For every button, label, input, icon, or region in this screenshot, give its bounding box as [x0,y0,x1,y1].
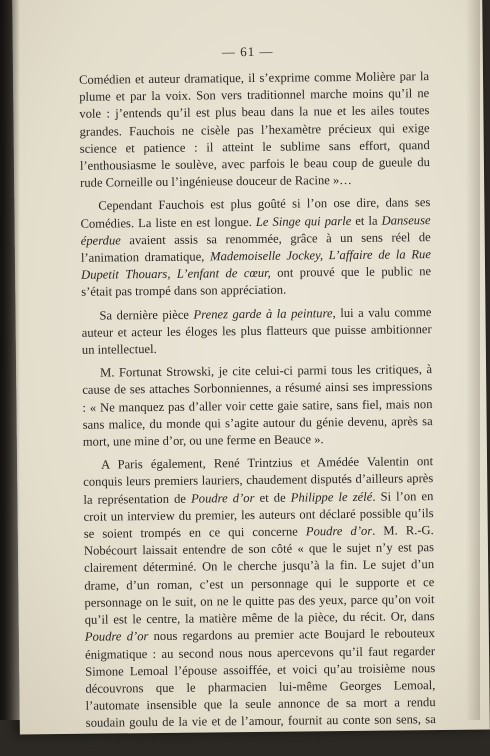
page-number: — 61 — [221,43,274,60]
text-run: . Si l’on en croit un interview du premier, les auteurs ont déclaré possible qu’ils se soient trompés en ce qui concerne [83,488,434,541]
text-run: Sa dernière pièce [99,307,194,323]
text-run: et la [351,213,382,228]
italic-title: Prenez garde à la peinture [193,305,333,322]
text-run: . M. R.-G. Nobécourt laissait entendre de son côté « que le sujet n’y est pas clairement déterminé. On le cherche jusqu’à la fin. Le sujet d’un drame, d’un roman, c’est un personnage qui le supporte et ce personnage on le suit, on ne le quitte pas des yeux, parce qu’on voit qu’il est le centre, la matière même de la pièce, du récit. Or, dans [83,523,435,627]
text-run: avaient assis sa renommée, grâce à un sens réel de l’animation dramatique, [80,229,431,265]
italic-title: Mademoiselle Jockey, L’affaire de la Rue Dupetit Thouars, L’enfant de cœur, [81,247,431,283]
paragraph [80,195,431,302]
book-page [12,0,490,748]
italic-title: Philippe le zélé [290,489,373,505]
paragraph [81,304,432,359]
spine-shadow [0,0,20,720]
text-run: A Paris également, René Trintzius et Amédée Valentin ont conquis leurs premiers lauriers, chaudement disputés d’ailleurs après la représentation de [83,454,434,507]
page-body-text [79,68,436,755]
paragraph [82,361,433,451]
paragraph [83,453,436,749]
text-run: M. Fortunat Strowski, je cite celui-ci parmi tous les critiques, à cause de ses attaches Sorbonniennes, a résumé ainsi ses impressions : « Ne manquez pas d’aller voir cette gaie satire, sans fiel, mais non sans malice, du monde qui s’agite autour du génie devenu, après sa mort, une mine d’or, ou une ferme en Beauce ». [82,362,433,449]
italic-title: Poudre d’or [190,490,255,506]
text-run: et de [254,490,291,505]
page-edge [466,0,480,720]
italic-title: Poudre d’or [84,629,149,645]
text-run: ont prouvé que le public ne s’était pas trompé dans son appréciation. [81,264,432,300]
italic-title: Le Singe qui parle [255,213,352,229]
text-run: , lui a valu comme auteur et acteur les éloges les plus flatteurs que puisse ambitionner un intellectuel. [81,304,432,357]
text-run: Comédien et auteur dramatique, il s’exprime comme Molière par la plume et par la voix. Son vers traditionnel marche moins qu’il ne vole : j’entends qu’il est plus beau dans la nue et les ailes toutes grandes. Fauchois ne cisèle pas l’hexamètre précieux qui exige science et patience : il atteint le sublime sans effort, quand l’enthousiasme le soulève, avec parfois le beau coup de gueule du rude Corneille ou l’ingénieuse douceur de Racine »… [78,69,430,190]
italic-title: Danseuse éperdue [80,212,431,248]
text-run: Cependant Fauchois est plus goûté si l’on ose dire, dans ses Comédies. La liste en est longue. [80,195,431,231]
italic-title: Poudre d’or [305,523,373,539]
paragraph [79,68,430,192]
text-run: nous regardons au premier acte Boujard le rebouteux énigmatique : au second nous nous apercevons qu’il faut regarder Simone Lemoal l’épouse assoiffée, et voici qu’au troisième nous découvrons que le pharmacien lui-même Georges Lemoal, l’automate insensible que la seule annonce de sa mort a rendu soudain goulu de la vie et de l’amour, fournit au conte son sens, sa moralité. Il en résulte quelque désorientation ». [84,626,436,748]
